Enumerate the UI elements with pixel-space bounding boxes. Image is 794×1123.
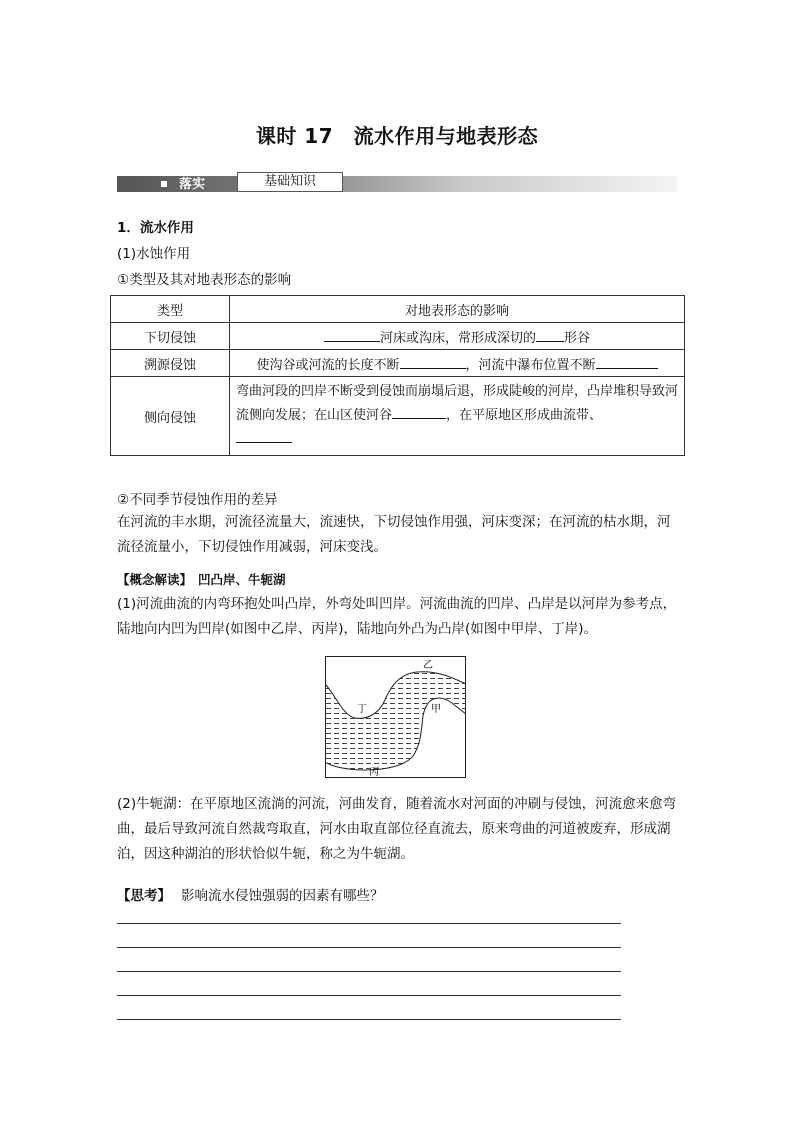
table-cell-effect bbox=[230, 323, 685, 350]
erosion-table bbox=[110, 295, 685, 456]
meander-diagram bbox=[325, 656, 466, 778]
concept-tag: 【概念解读】 bbox=[117, 572, 193, 587]
concept-paragraph-1: (1)河流曲流的内弯环抱处叫凸岸，外弯处叫凹岸。河流曲流的凹岸、凸岸是以河岸为参考点，陆地向内凹为凹岸(如图中乙岸、丙岸)，陆地向外凸为凸岸(如图中甲岸、丁岸)。 bbox=[117, 596, 677, 637]
think-text: 影响流水侵蚀强弱的因素有哪些？ bbox=[181, 888, 384, 904]
label-jia: 甲 bbox=[431, 704, 441, 715]
label-ding: 丁 bbox=[357, 704, 367, 715]
fill-blank[interactable] bbox=[324, 327, 380, 342]
table-cell-effect bbox=[230, 377, 685, 456]
cell-text: 弯曲河段的凹岸不断受到侵蚀而崩塌后退，形成陡峻的河岸，凸岸堆积导致河流侧向发展；在山区使河谷 bbox=[236, 384, 679, 423]
concept-paragraph-2: (2)牛轭湖：在平原地区流淌的河流，河曲发育，随着流水对河面的冲刷与侵蚀，河流愈来愈弯曲，最后导致河流自然裁弯取直，河水由取直部位径直流去，原来弯曲的河道被废弃，形成湖泊，因这种湖泊的形状恰似牛轭，称之为牛轭湖。 bbox=[117, 796, 677, 862]
fill-blank[interactable] bbox=[596, 354, 658, 369]
answer-line[interactable] bbox=[117, 971, 621, 972]
table-header-row bbox=[111, 296, 685, 323]
banner-right-label: 基础知识 bbox=[237, 172, 343, 192]
cell-text: ，在平原地区形成曲流带、 bbox=[446, 408, 603, 423]
heading-flow-action: 1．流水作用 bbox=[117, 220, 194, 236]
think-question bbox=[117, 884, 384, 904]
table-header-effect: 对地表形态的影响 bbox=[230, 296, 685, 323]
fill-blank[interactable] bbox=[392, 404, 446, 419]
meander-diagram-svg bbox=[325, 656, 466, 778]
fill-blank[interactable] bbox=[236, 428, 292, 443]
page-title: 课时 17 流水作用与地表形态 bbox=[255, 124, 539, 148]
answer-line[interactable] bbox=[117, 1019, 621, 1020]
fill-blank[interactable] bbox=[400, 354, 466, 369]
label-bing: 丙 bbox=[369, 767, 379, 778]
table-cell-type: 侧向侵蚀 bbox=[111, 377, 230, 456]
section-banner bbox=[117, 172, 677, 192]
banner-left-label: 落实 bbox=[179, 177, 206, 192]
table-row bbox=[111, 323, 685, 350]
cell-text: 形谷 bbox=[564, 330, 591, 346]
sub-heading-season: ②不同季节侵蚀作用的差异 bbox=[117, 492, 278, 508]
table-cell-type: 溯源侵蚀 bbox=[111, 350, 230, 377]
cell-text: 使沟谷或河流的长度不断 bbox=[256, 357, 400, 373]
label-yi: 乙 bbox=[423, 660, 433, 671]
concept-heading bbox=[117, 570, 286, 588]
fill-blank[interactable] bbox=[536, 327, 564, 342]
sub-heading-types: ①类型及其对地表形态的影响 bbox=[117, 272, 292, 288]
answer-line[interactable] bbox=[117, 995, 621, 996]
table-cell-type: 下切侵蚀 bbox=[111, 323, 230, 350]
cell-text: ，河流中瀑布位置不断 bbox=[465, 357, 596, 373]
season-paragraph: 在河流的丰水期，河流径流量大，流速快，下切侵蚀作用强，河床变深；在河流的枯水期，河流径流量小，下切侵蚀作用减弱，河床变浅。 bbox=[117, 514, 671, 555]
table-row bbox=[111, 377, 685, 456]
table-row bbox=[111, 350, 685, 377]
table-cell-effect bbox=[230, 350, 685, 377]
table-header-type: 类型 bbox=[111, 296, 230, 323]
sub-heading-water-erosion: (1)水蚀作用 bbox=[117, 246, 191, 262]
cell-text: 河床或沟床，常形成深切的 bbox=[379, 330, 536, 346]
answer-line[interactable] bbox=[117, 947, 621, 948]
concept-title: 凹凸岸、牛轭湖 bbox=[198, 572, 286, 587]
answer-line[interactable] bbox=[117, 923, 621, 924]
square-bullet-icon bbox=[161, 181, 167, 187]
think-tag: 【思考】 bbox=[117, 888, 171, 904]
